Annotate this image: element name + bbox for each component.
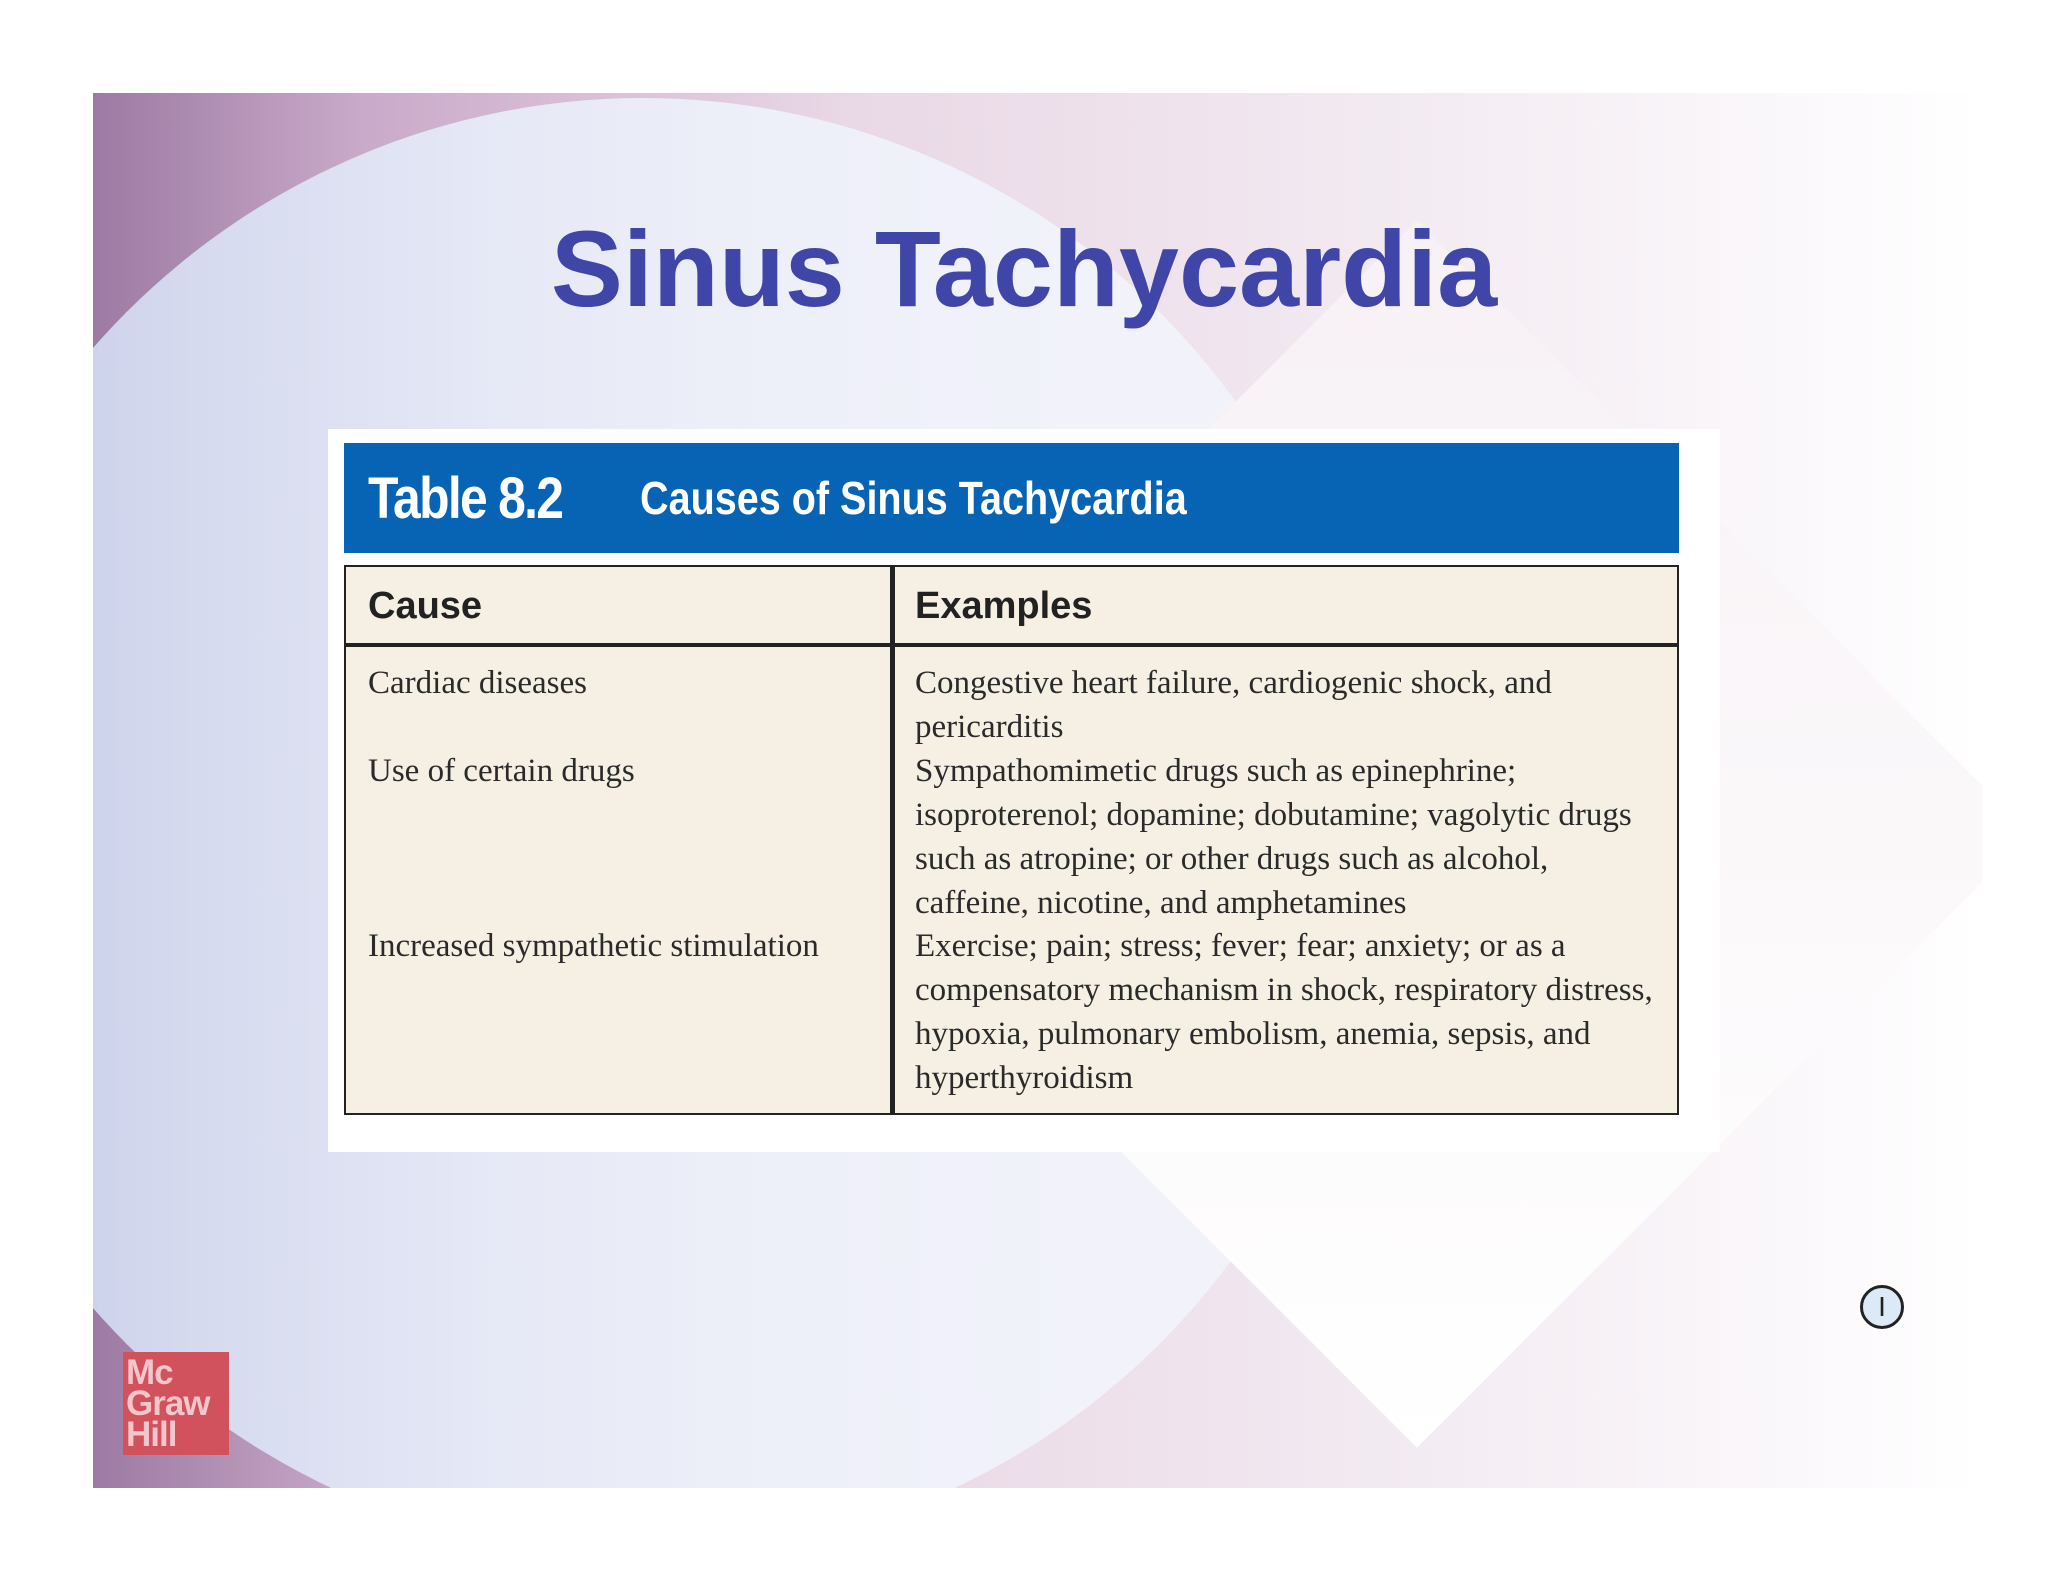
table-header-bar: [344, 443, 1679, 553]
row-cause: Increased sympathetic stimulation: [368, 928, 819, 964]
row-example: Exercise; pain; stress; fever; fear; anxiety; or as a compensatory mechanism in shock, respiratory distress, hypoxia, pulmonary embolism, anemia, sepsis, and hyperthyroidism: [915, 928, 1653, 1096]
slide-title: Sinus Tachycardia: [550, 208, 1498, 329]
causes-table: [344, 565, 1679, 1115]
mcgraw-hill-logo: [123, 1352, 229, 1455]
row-cause: Cardiac diseases: [368, 665, 587, 701]
row-cause: Use of certain drugs: [368, 753, 635, 789]
logo-line: Mc: [126, 1353, 173, 1392]
table-panel: [328, 429, 1720, 1152]
table-number: Table 8.2: [368, 465, 563, 531]
logo-line: Graw: [126, 1384, 210, 1423]
header-rule: [346, 643, 1677, 647]
column-divider: [890, 567, 895, 1113]
table-caption: Causes of Sinus Tachycardia: [640, 472, 1187, 524]
column-header-examples: Examples: [915, 585, 1093, 627]
row-example: Congestive heart failure, cardiogenic shock, and pericarditis: [915, 665, 1552, 745]
column-header-cause: Cause: [368, 585, 483, 627]
page-marker-badge[interactable]: I: [1860, 1285, 1904, 1329]
row-example: Sympathomimetic drugs such as epinephrine; isoproterenol; dopamine; dobutamine; vagolytic drugs such as atropine; or other drugs such as alcohol, caffeine, nicotine, and amphetamines: [915, 753, 1632, 921]
logo-line: Hill: [126, 1415, 177, 1454]
